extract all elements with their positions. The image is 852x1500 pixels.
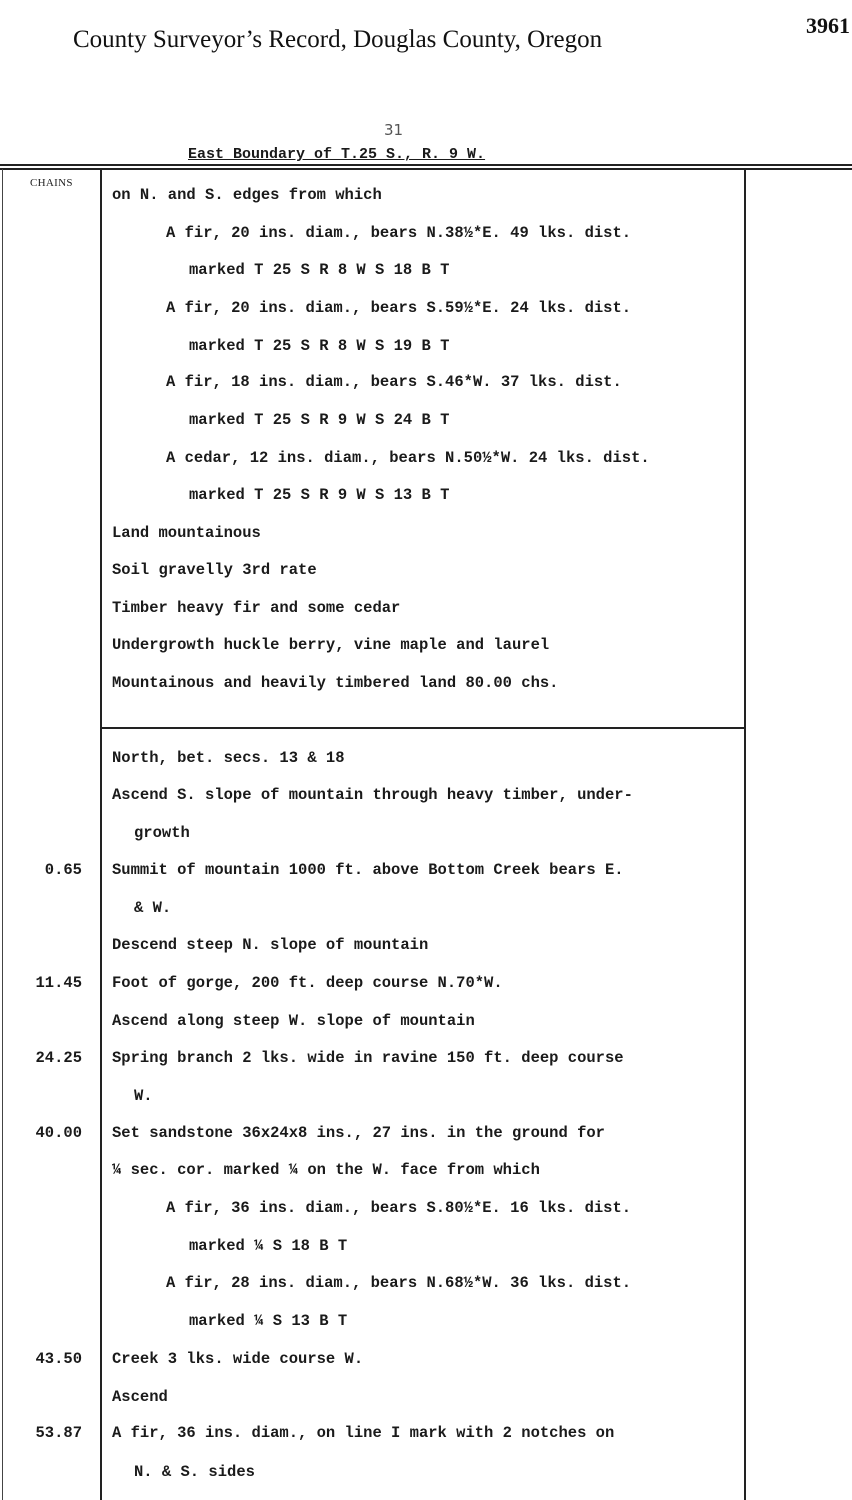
record-line: marked T 25 S R 8 W S 19 B T	[189, 337, 450, 355]
record-line: marked T 25 S R 8 W S 18 B T	[189, 261, 450, 279]
record-line: Soil gravelly 3rd rate	[112, 561, 317, 579]
record-line: Land mountainous	[112, 524, 261, 542]
record-line: A fir, 20 ins. diam., bears N.38½*E. 49 lks. dist.	[166, 224, 632, 242]
chain-value: 43.50	[35, 1350, 82, 1368]
record-line: North, bet. secs. 13 & 18	[112, 749, 345, 767]
chains-column-header: CHAINS	[30, 177, 73, 189]
page-header-title: County Surveyor’s Record, Douglas County, Oregon	[73, 26, 603, 53]
chain-value: 40.00	[35, 1124, 82, 1142]
record-line: & W.	[134, 899, 172, 917]
chains-column-divider	[100, 169, 102, 1500]
record-line: Descend steep N. slope of mountain	[112, 936, 429, 954]
record-line: Mountainous and heavily timbered land 80.00 chs.	[112, 674, 559, 692]
record-line: Undergrowth huckle berry, vine maple and laurel	[112, 636, 550, 654]
record-line: Spring branch 2 lks. wide in ravine 150 ft. deep course	[112, 1049, 624, 1067]
record-line: Set sandstone 36x24x8 ins., 27 ins. in the ground for	[112, 1124, 605, 1142]
record-line: marked ¼ S 13 B T	[189, 1312, 348, 1330]
section-break-rule	[100, 727, 744, 729]
record-line: marked ¼ S 18 B T	[189, 1237, 348, 1255]
record-line: growth	[134, 824, 190, 842]
page-left-border	[2, 169, 3, 1500]
record-line: Foot of gorge, 200 ft. deep course N.70*W.	[112, 974, 503, 992]
chain-value: 0.65	[44, 861, 82, 879]
record-line: Creek 3 lks. wide course W.	[112, 1350, 364, 1368]
record-line: marked T 25 S R 9 W S 13 B T	[189, 486, 450, 504]
record-line: A fir, 28 ins. diam., bears N.68½*W. 36 lks. dist.	[166, 1274, 632, 1292]
record-line: ¼ sec. cor. marked ¼ on the W. face from which	[112, 1161, 540, 1179]
record-line: Ascend S. slope of mountain through heavy timber, under-	[112, 786, 633, 804]
record-line: A fir, 18 ins. diam., bears S.46*W. 37 lks. dist.	[166, 373, 622, 391]
top-rule	[0, 164, 852, 166]
record-line: A fir, 20 ins. diam., bears S.59½*E. 24 lks. dist.	[166, 299, 632, 317]
record-line: A cedar, 12 ins. diam., bears N.50½*W. 24 lks. dist.	[166, 449, 650, 467]
record-line: marked T 25 S R 9 W S 24 B T	[189, 411, 450, 429]
page-number: 3961	[806, 13, 850, 38]
right-margin-divider	[744, 169, 746, 1500]
record-line: on N. and S. edges from which	[112, 186, 382, 204]
top-rule-second	[0, 168, 852, 170]
record-line: Ascend	[112, 1388, 168, 1406]
record-line: Ascend along steep W. slope of mountain	[112, 1012, 475, 1030]
record-line: Summit of mountain 1000 ft. above Bottom Creek bears E.	[112, 861, 624, 879]
record-line: A fir, 36 ins. diam., bears S.80½*E. 16 lks. dist.	[166, 1199, 632, 1217]
record-line: A fir, 36 ins. diam., on line I mark with 2 notches on	[112, 1424, 615, 1442]
record-line: N. & S. sides	[134, 1463, 255, 1481]
section-title: East Boundary of T.25 S., R. 9 W.	[188, 146, 486, 163]
handwritten-page-number: 31	[384, 121, 404, 139]
record-line: W.	[134, 1087, 153, 1105]
chain-value: 53.87	[35, 1424, 82, 1442]
chain-value: 11.45	[35, 974, 82, 992]
chain-value: 24.25	[35, 1049, 82, 1067]
record-line: Timber heavy fir and some cedar	[112, 599, 401, 617]
